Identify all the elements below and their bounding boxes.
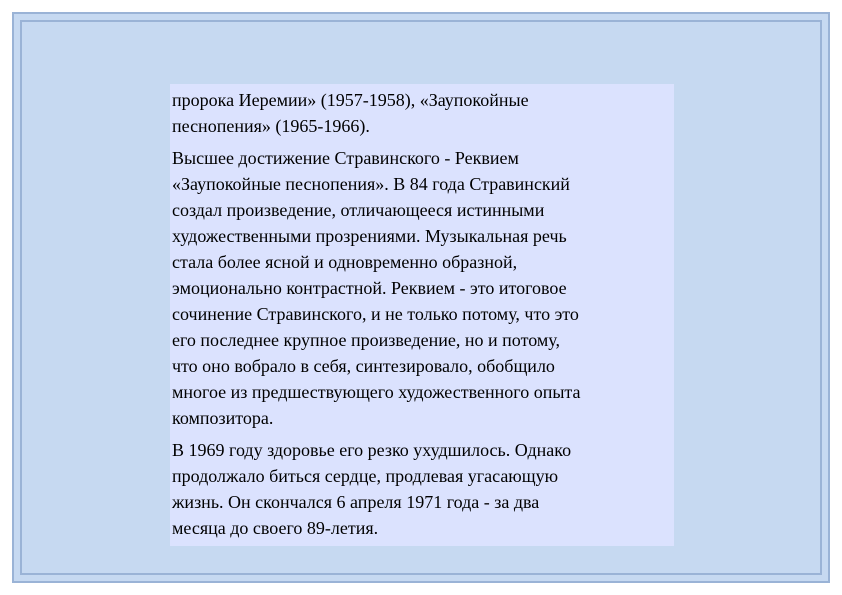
text-line: стала более ясной и одновременно образной, xyxy=(172,252,518,272)
text-line: многое из предшествующего художественного опыта xyxy=(172,382,581,402)
text-line: его последнее крупное произведение, но и потому, xyxy=(172,330,560,350)
text-line: художественными прозрениями. Музыкальная речь xyxy=(172,226,567,246)
text-line: эмоционально контрастной. Реквием - это итоговое xyxy=(172,278,567,298)
text-line: Высшее достижение Стравинского - Реквием xyxy=(172,148,519,168)
text-line: месяца до своего 89-летия. xyxy=(172,518,379,538)
text-line: песнопения» (1965-1966). xyxy=(172,116,370,136)
text-line: «Заупокойные песнопения». В 84 года Стравинский xyxy=(172,174,570,194)
paragraph-1 xyxy=(172,87,674,139)
text-line: В 1969 году здоровье его резко ухудшилось. Однако xyxy=(172,440,572,460)
text-line: пророка Иеремии» (1957-1958), «Заупокойные xyxy=(172,90,529,110)
paragraph-2 xyxy=(172,145,674,431)
text-line: что оно вобрало в себя, синтезировало, обобщило xyxy=(172,356,555,376)
paragraph-3 xyxy=(172,437,674,541)
text-line: продолжало биться сердце, продлевая угасающую xyxy=(172,466,559,486)
text-line: композитора. xyxy=(172,408,274,428)
text-box xyxy=(170,84,674,546)
text-line: сочинение Стравинского, и не только потому, что это xyxy=(172,304,579,324)
text-line: жизнь. Он скончался 6 апреля 1971 года - за два xyxy=(172,492,540,512)
text-line: создал произведение, отличающееся истинными xyxy=(172,200,545,220)
